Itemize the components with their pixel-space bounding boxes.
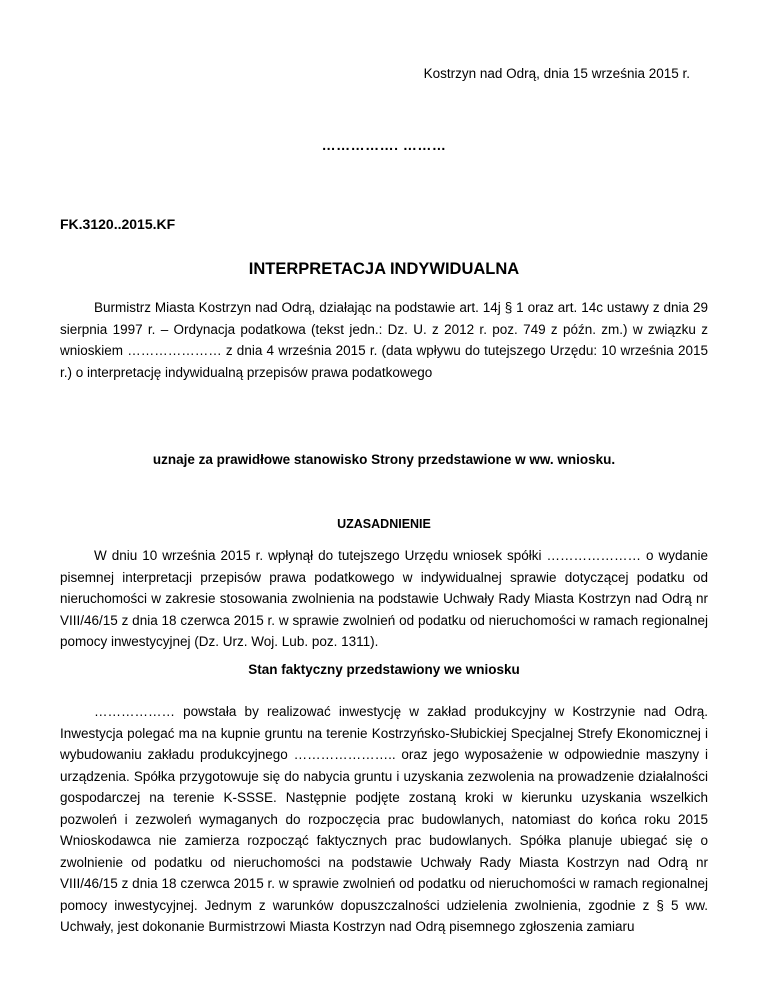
- document-title: INTERPRETACJA INDYWIDUALNA: [248, 260, 520, 278]
- justification-heading: UZASADNIENIE: [337, 517, 431, 531]
- case-number: FK.3120..2015.KF: [60, 216, 176, 232]
- facts-paragraph: ……………… powstała by realizować inwestycję w zakład produkcyjny w Kostrzynie nad Odrą. Inwestycja polegać ma na kupnie gruntu na terenie Kostrzyńsko-Słubickiej Specjalnej Strefy Ekonomicznej i wybudowaniu zakładu produkcyjnego ………………….. oraz jego wyposażenie w odpowiednie maszyny i urządzenia. Spółka przygotowuje się do nabycia gruntu i uzyskania zezwolenia na prowadzenie działalności gospodarczej na terenie K-SSSE. Następnie podjęte zostaną kroki w kierunku uzyskania wszelkich pozwoleń i zezwoleń wymaganych do rozpoczęcia prac budowlanych, natomiast do końca roku 2015 Wnioskodawca nie zamierza rozpocząć faktycznych prac budowlanych. Spółka planuje ubiegać się o zwolnienie od podatku od nieruchomości na podstawie Uchwały Rady Miasta Kostrzyn nad Odrą nr VIII/46/15 z dnia 18 czerwca 2015 r. w sprawie zwolnień od podatku od nieruchomości w ramach regionalnej pomocy inwestycyjnej. Jednym z warunków dopuszczalności udzielenia zwolnienia, zgodnie z § 5 ww. Uchwały, jest dokonanie Burmistrzowi Miasta Kostrzyn nad Odrą pisemnego zgłoszenia zamiaru: [60, 704, 708, 934]
- redacted-placeholder: ……………. ………: [321, 137, 447, 153]
- decision-statement: uznaje za prawidłowe stanowisko Strony przedstawione w ww. wniosku.: [152, 452, 616, 467]
- intro-paragraph: Burmistrz Miasta Kostrzyn nad Odrą, działając na podstawie art. 14j § 1 oraz art. 14c ustawy z dnia 29 sierpnia 1997 r. – Ordynacja podatkowa (tekst jedn.: Dz. U. z 2012 r. poz. 749 z późn. zm.) w związku z wnioskiem ………………… z dnia 4 września 2015 r. (data wpływu do tutejszego Urzędu: 10 września 2015 r.) o interpretację indywidualną przepisów prawa podatkowego: [60, 300, 708, 380]
- place-and-date: Kostrzyn nad Odrą, dnia 15 września 2015 r.: [423, 66, 690, 81]
- justification-paragraph: W dniu 10 września 2015 r. wpłynął do tutejszego Urzędu wniosek spółki ………………… o wydanie pisemnej interpretacji przepisów prawa podatkowego w indywidualnej sprawie dotyczącej podatku od nieruchomości w zakresie stosowania zwolnienia na podstawie Uchwały Rady Miasta Kostrzyn nad Odrą nr VIII/46/15 z dnia 18 czerwca 2015 r. w sprawie zwolnień od podatku od nieruchomości w ramach regionalnej pomocy inwestycyjnej (Dz. Urz. Woj. Lub. poz. 1311).: [60, 548, 708, 649]
- facts-heading: Stan faktyczny przedstawiony we wniosku: [248, 662, 520, 677]
